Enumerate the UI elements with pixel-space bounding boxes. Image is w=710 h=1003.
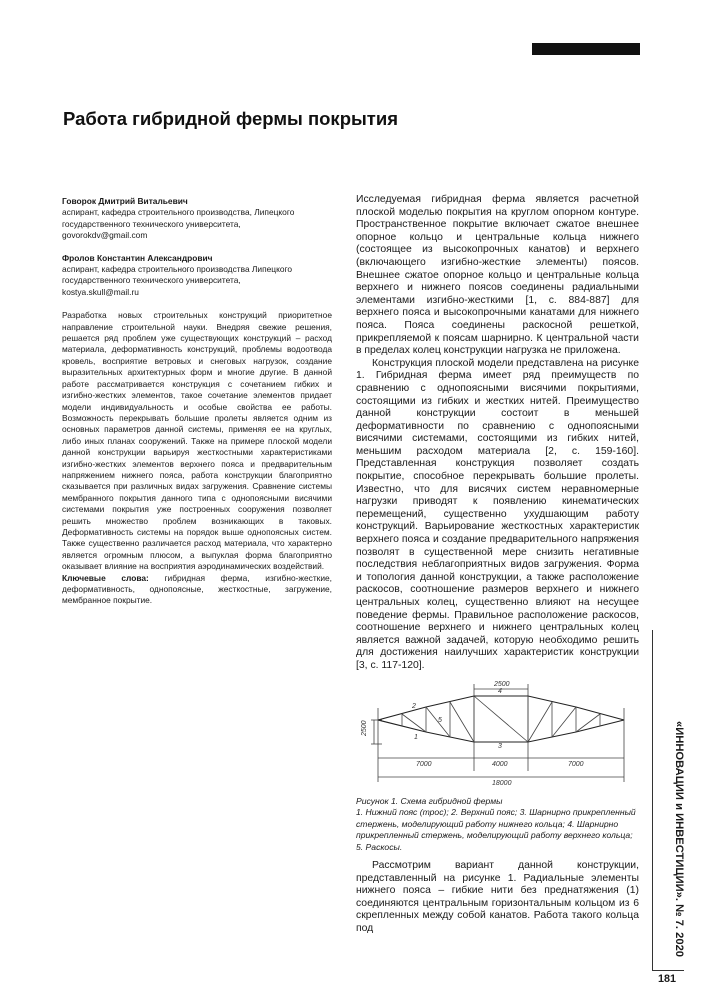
author-email: kostya.skull@mail.ru [62,286,139,297]
label-1: 1 [414,734,418,741]
keywords-text: гибридная ферма, изгибно-жесткие, деформативность, однопоясные, жесткостные, загружение, мембранное покрытие. [62,572,332,606]
author-name: Фролов Константин Александрович [62,252,213,263]
author-block [62,253,332,299]
article-title: Работа гибридной фермы покрытия [63,108,399,129]
body-paragraph: Исследуемая гибридная ферма является расчетной плоской моделью покрытия на круглом опорном контуре. Пространственное покрытие включает сжатое внешнее опорное кольцо и центральные кольца нижнего (состоящее из высокопрочных канатов) и верхнего (включающего изгибно-жесткие элементы) поясов. Внешнее сжатое опорное кольцо и центральные кольца верхнего и нижнего поясов соединены радиальными элементами изгибно-жесткими [1, с. 884-887] для верхнего пояса и высокопрочными канатами для нижнего пояса. Пояса соединены раскосной решеткой, прикрепляемой к поясам шарнирно. К центральной части в пределах колец конструкции нагрузка не приложена. [356,194,639,357]
left-column [62,196,332,607]
page-number-rule [652,970,684,971]
label-5: 5 [438,717,442,724]
figure-caption: Рисунок 1. Схема гибридной фермы 1. Нижний пояс (трос); 2. Верхний пояс; 3. Шарнирно прикрепленный стержень, моделирующий работу нижнего кольца; 4. Шарнирно прикрепленный стержень, моделирующий работу верхнего кольца; 5. Раскосы. [356,796,636,852]
abstract: Разработка новых строительных конструкций приоритетное направление строительной науки. Внедряя свежие решения, решается ряд проблем уже существующих конструкций – расход материала, деформативность конструкций, проблемы водоотвода кровель, восприятие ветровых и снеговых нагрузок, создание выразительных архитектурных форм и многие другие. В данной работе рассматривается конструкция с сочетанием гибких и изгибно-жестких элементов, такое сочетание элементов придает модели индивидуальность и особые свойства ее работы. Возможность перекрывать большие пролеты является одним из основных параметров данной системы, применяя ее на круглых, либо иных планах сооружений. Также на примере плоской модели данной конструкции варьируя жесткостными характеристиками изгибно-жестких элементов верхнего пояса и предварительным напряжением нижнего пояса, работа конструкции благоприятно сказывается при различных видах загружения. Сравнение системы мембранного покрытия данного типа с однопоясными висячими системами покрытия уже построенных сооружения позволяет решить множество проблем возникающих в таковых. Деформативность системы на порядок выше однопоясных систем. Также существенно различается расход материала, что характерно является огромным плюсом, а выпуклая форма благоприятно оказывает влияние на восприятия аэродинамических воздействий. [62,310,332,572]
label-3: 3 [498,743,502,750]
sidebar-divider [652,630,653,970]
journal-title: «ИННОВАЦИИ и ИНВЕСТИЦИИ». № 7. 2020 [673,721,685,958]
author-affiliation: аспирант, кафедра строительного производства Липецкого государственного технического университета, [62,264,293,286]
author-name: Говорок Дмитрий Витальевич [62,196,188,206]
body-paragraph: Конструкция плоской модели представлена на рисунке 1. Гибридная ферма имеет ряд преимуществ по сравнению с однопоясными висячими покрытиями, состоящими из гибких и жестких нитей. Преимущество данной конструкции состоит в меньшей деформативности по сравнению с однопоясными висячими системами, состоящими из гибких нитей, меньшим расходом материала [2, с. 159-160]. Представленная конструкция позволяет создать покрытие, способное перекрывать большие пролеты. Известно, что для висячих систем неравномерные нагрузки приводят к появлению кинематических перемещений, существенно ухудшающим работу конструкций. Варьирование жесткостных характеристик верхнего пояса и создание предварительного напряжения позволят в существенной мере снизить негативные последствия неблагоприятных видов загружения. Форма и топология данной конструкции, а также расположение раскосов, соотношение размеров верхнего и нижнего центральных колец, существенно влияют на несущее поведение фермы. Правильное расположение раскосов, соотношение верхнего и нижнего центральных колец является важной задачей, которую необходимо решить для достижения наилучших характеристик конструкции [3, с. 117-120]. [356,357,639,671]
dim-total: 18000 [492,780,512,787]
label-4: 4 [498,688,502,695]
header-bar [532,43,640,55]
label-2: 2 [412,703,416,710]
dim-right: 7000 [568,761,584,768]
truss-diagram [356,676,639,791]
author-email: govorokdv@gmail.com [62,230,148,241]
dim-top: 2500 [494,681,510,688]
dim-side: 2500 [361,720,368,736]
keywords-label: Ключевые слова: [62,572,149,583]
keywords [62,573,332,607]
dim-center: 4000 [492,761,508,768]
body-paragraph: Рассмотрим вариант данной конструкции, представленный на рисунке 1. Радиальные элементы нижнего пояса – гибкие нити без преднатяжения (1) соединяются центральным горизонтальным кольцом из 6 скрепленных между собой канатов. Работа такого кольца под [356,860,639,934]
right-column [356,194,639,673]
dim-left: 7000 [416,761,432,768]
author-affiliation: аспирант, кафедра строительного производства, Липецкого государственного технического университета, [62,207,295,229]
author-block [62,196,332,242]
page-number: 181 [658,973,677,985]
